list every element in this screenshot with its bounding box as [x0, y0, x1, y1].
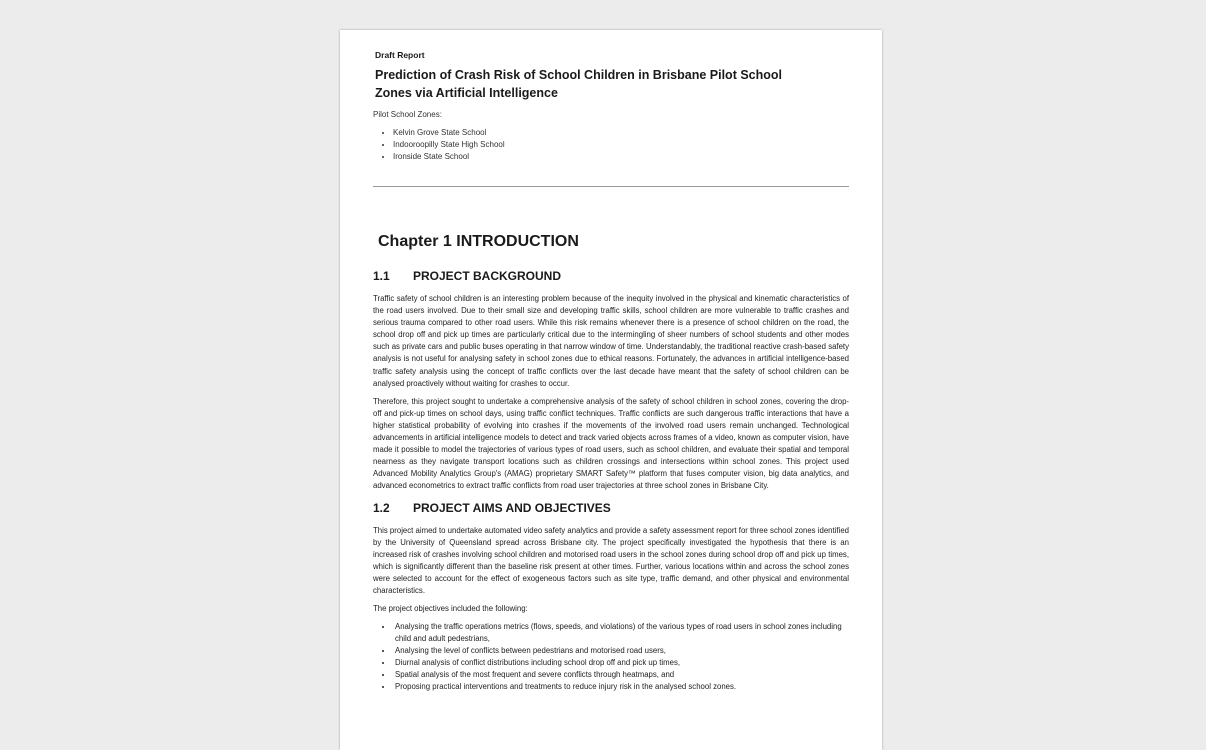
divider — [373, 186, 849, 187]
paragraph: Therefore, this project sought to undertake a comprehensive analysis of the safety of school children in school zones, covering the drop-off and pick-up times on school days, using traffic conflict techniques. Traffic conflicts are such dangerous traffic interactions that have a higher statistical probability of evolving into crashes if the movements of the involved road users remain unchanged. Technological advancements in artificial intelligence models to detect and track varied objects across frames of a video, known as computer vision, have made it possible to model the trajectories of various types of road users, such as school children, and evaluate their spatial and temporal nearness as they navigate transport locations such as children crossings and intersections within school zones. This project used Advanced Mobility Analytics Group's (AMAG) proprietary SMART Safety™ platform that fuses computer vision, big data analytics, and advanced econometrics to extract traffic conflicts from road user trajectories at three school zones in Brisbane City. — [373, 396, 849, 491]
list-item: • Proposing practical interventions and treatments to reduce injury risk in the analysed school zones. — [393, 681, 849, 693]
objectives-list — [373, 621, 849, 693]
list-item: • Spatial analysis of the most frequent and severe conflicts through heatmaps, and — [393, 669, 849, 681]
section-title: PROJECT BACKGROUND — [413, 269, 562, 283]
draft-label: Draft Report — [375, 50, 425, 60]
chapter-title: Chapter 1 INTRODUCTION — [378, 233, 579, 250]
zones-label: Pilot School Zones: — [373, 110, 442, 119]
report-title: Prediction of Crash Risk of School Children in Brisbane Pilot School Zones via Artificial Intelligence — [375, 68, 782, 100]
document-page — [340, 30, 882, 750]
list-item: • Analysing the traffic operations metrics (flows, speeds, and violations) of the various types of road users in school zones including child and adult pedestrians, — [393, 621, 849, 645]
paragraph: The project objectives included the following: — [373, 604, 528, 614]
zones-list — [373, 127, 849, 163]
section-number: 1.1 — [373, 269, 390, 283]
section-heading — [373, 501, 849, 515]
list-item: • Kelvin Grove State School — [393, 127, 849, 139]
section-number: 1.2 — [373, 500, 390, 515]
list-item: • Indooroopilly State High School — [393, 139, 849, 151]
list-item: • Analysing the level of conflicts between pedestrians and motorised road users, — [393, 645, 849, 657]
section-title: PROJECT AIMS AND OBJECTIVES — [413, 500, 611, 515]
paragraph: Traffic safety of school children is an interesting problem because of the inequity involved in the physical and kinematic characteristics of the road users involved. Due to their small size and developing traffic skills, school children are more vulnerable to traffic crashes and serious trauma compared to other road users. While this risk remains whenever there is a presence of school children on the road, the school drop off and pick up times are particularly critical due to the intermingling of sheer numbers of school students and other modes such as private cars and public buses operating in that narrow window of time. Understandably, the traditional reactive crash-based safety analysis is not useful for analysing safety in school zones due to ethical reasons. Fortunately, the advances in artificial intelligence-based traffic safety analysis using the concept of traffic conflicts over the last decade have meant that the safety of school children can be analysed proactively without waiting for crashes to occur. — [373, 294, 849, 388]
list-item: • Diurnal analysis of conflict distributions including school drop off and pick up times, — [393, 657, 849, 669]
list-item: • Ironside State School — [393, 151, 849, 163]
section-heading — [373, 269, 849, 283]
paragraph: This project aimed to undertake automated video safety analytics and provide a safety assessment report for three school zones identified by the University of Queensland spread across Brisbane city. The project specifically investigated the hypothesis that there is an increased risk of crashes involving school children and motorised road users in the school zones during school drop off and pick up times, which is significantly different than the baseline risk present at other times. Further, various locations within and across the school zones were selected to account for the effect of exogeneous factors such as site type, traffic demand, and other physical and environmental characteristics. — [373, 525, 849, 595]
